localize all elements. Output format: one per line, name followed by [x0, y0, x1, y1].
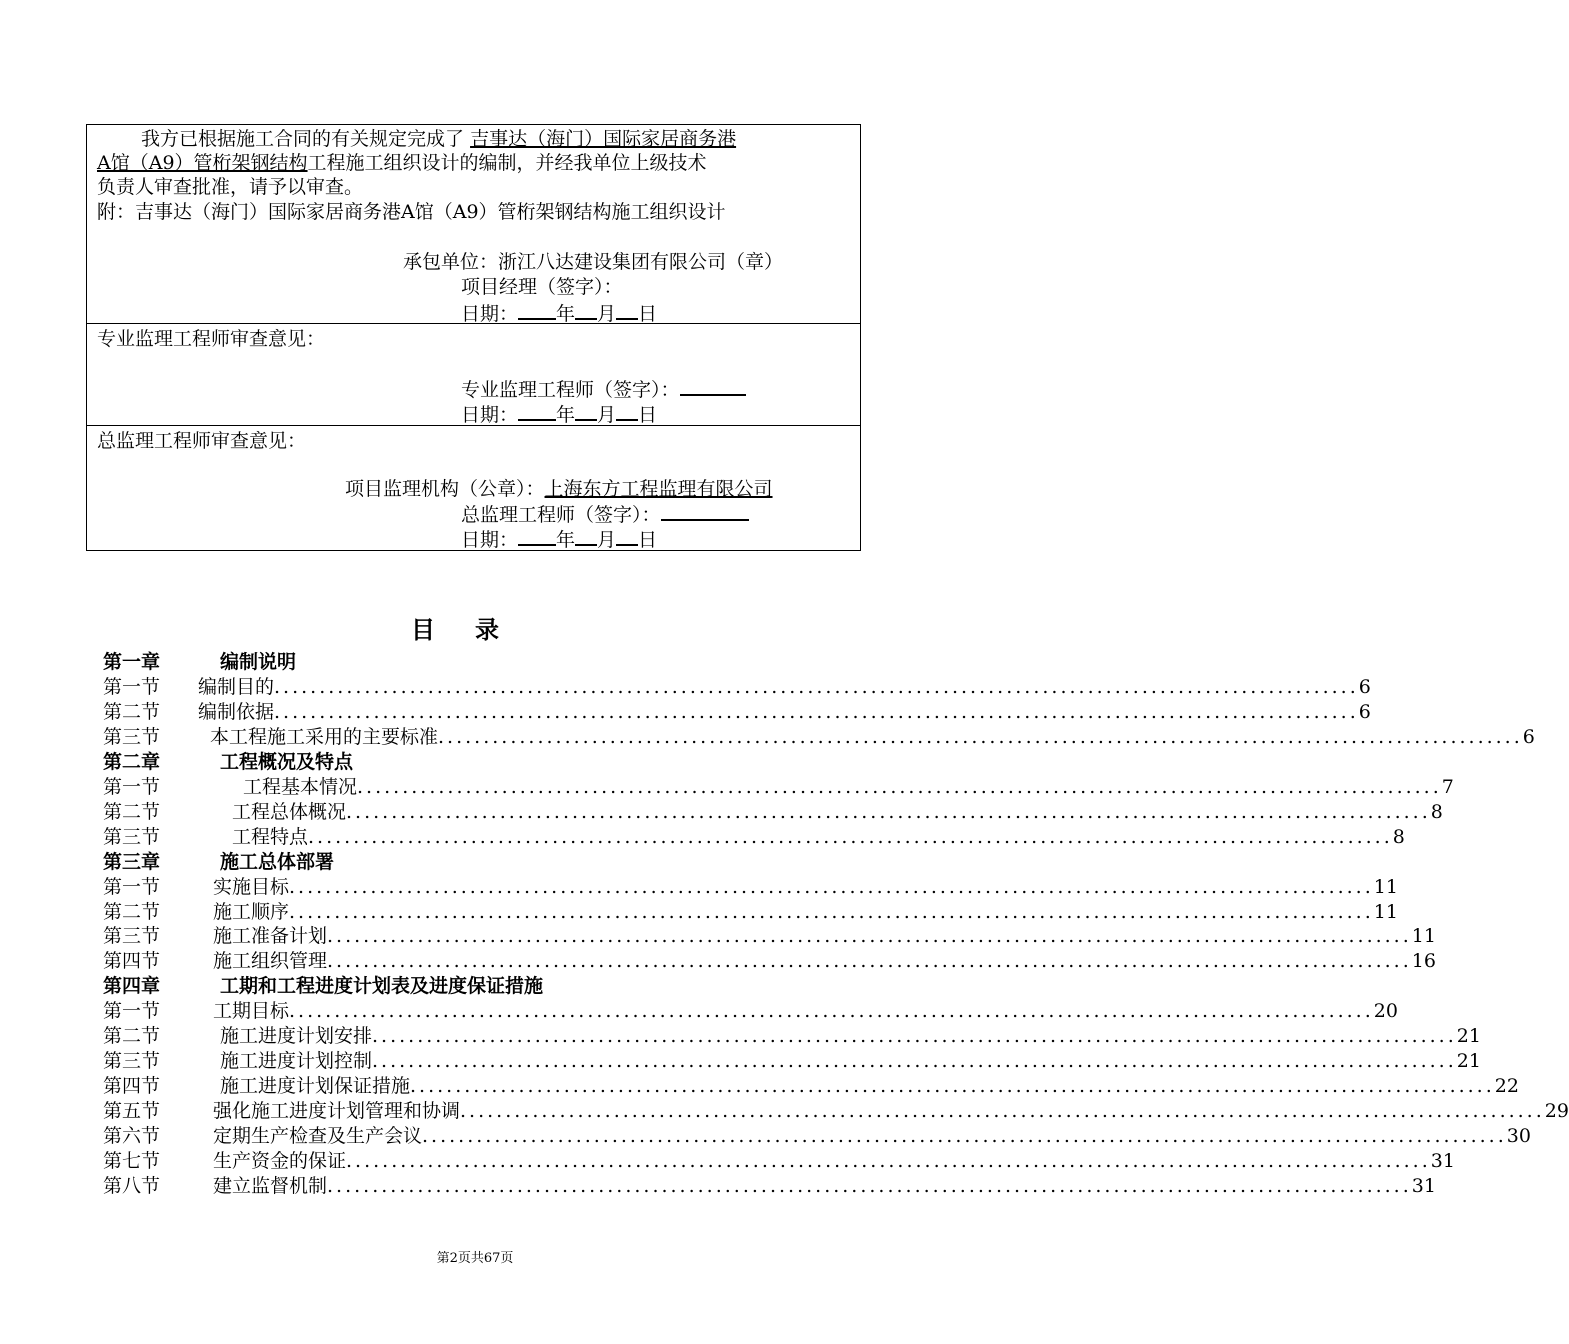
toc-label: 第四节: [103, 1075, 161, 1098]
toc-label: 第四章: [103, 975, 161, 998]
toc-entry-title: 施工准备计划: [213, 925, 328, 948]
toc-entry-title: 定期生产检查及生产会议: [213, 1125, 423, 1148]
page-footer: 第2页共67页: [436, 1251, 514, 1266]
toc-leader-dots: ........................................................................................................................: [274, 700, 1359, 723]
toc-leader-dots: ........................................................................................................................: [346, 1150, 1431, 1172]
toc-entry-title: 编制依据: [198, 700, 275, 723]
toc-entry-title: 生产资金的保证: [213, 1150, 347, 1172]
toc-page-number: 8: [1392, 825, 1405, 848]
toc-label: 第三节: [103, 925, 161, 948]
toc-label: 第四节: [103, 950, 161, 973]
toc-entry-title: 建立监督机制: [213, 1174, 328, 1197]
toc-leader-dots: ........................................................................................................................: [346, 800, 1431, 823]
toc-page-number: 11: [1373, 875, 1398, 898]
specialist-review-section: [86, 323, 861, 426]
toc-entry-title: 工期目标: [213, 1000, 290, 1023]
toc-page-number: 21: [1456, 1050, 1481, 1073]
toc-entry-title: 强化施工进度计划管理和协调: [213, 1100, 461, 1123]
toc-entry-title: 工程特点: [232, 825, 309, 848]
toc-label: 第三节: [103, 725, 161, 748]
toc-page-number: 7: [1441, 775, 1454, 798]
toc-label: 第一节: [103, 1000, 161, 1023]
toc-entry-title: 施工进度计划控制: [220, 1050, 373, 1073]
toc-leader-dots: ........................................................................................................................: [327, 950, 1412, 973]
toc-leader-dots: ........................................................................................................................: [327, 1174, 1412, 1197]
chief-review-title: 总监理工程师审查意见：: [97, 430, 307, 452]
toc-page-number: 6: [1358, 700, 1371, 723]
toc-label: 第八节: [103, 1174, 161, 1197]
toc-page-number: 8: [1430, 800, 1443, 823]
toc-leader-dots: ........................................................................................................................: [357, 775, 1442, 798]
toc-leader-dots: ........................................................................................................................: [438, 725, 1523, 748]
toc-entry-title: 施工顺序: [213, 900, 290, 923]
toc-page-number: 22: [1494, 1075, 1519, 1098]
chief-review-section: [86, 425, 861, 551]
toc-label: 第六节: [103, 1125, 161, 1148]
toc-page-number: 29: [1544, 1100, 1569, 1123]
toc-page-number: 11: [1373, 900, 1398, 923]
pm-date: 日期： 年 月 日: [461, 300, 657, 326]
toc-page-number: 31: [1430, 1150, 1455, 1172]
toc-chapter-title: 施工总体部署: [220, 850, 335, 873]
toc-label: 第三节: [103, 825, 161, 848]
toc-entry-title: 编制目的: [198, 675, 275, 698]
toc-chapter-title: 工程概况及特点: [220, 750, 354, 773]
supervision-agency: 项目监理机构（公章）：上海东方工程监理有限公司: [345, 478, 773, 500]
toc-leader-dots: ........................................................................................................................: [289, 900, 1374, 923]
toc-label: 第七节: [103, 1150, 161, 1172]
toc-page-number: 16: [1411, 950, 1436, 973]
specialist-review-title: 专业监理工程师审查意见：: [97, 328, 326, 350]
toc-label: 第二节: [103, 1025, 161, 1048]
toc-page-number: 31: [1411, 1174, 1436, 1197]
toc-leader-dots: ........................................................................................................................: [327, 925, 1412, 948]
declaration-line-2: A馆（A9）管桁架钢结构工程施工组织设计的编制，并经我单位上级技术: [97, 152, 707, 174]
toc-label: 第一节: [103, 875, 161, 898]
chief-signature: 总监理工程师（签字）：: [461, 501, 749, 527]
toc-label: 第一章: [103, 651, 161, 673]
toc-page-number: 6: [1522, 725, 1535, 748]
specialist-date: 日期： 年 月 日: [461, 401, 657, 427]
toc-leader-dots: ........................................................................................................................: [274, 675, 1359, 698]
toc-label: 第五节: [103, 1100, 161, 1123]
toc-label: 第三节: [103, 1050, 161, 1073]
toc-label: 第二章: [103, 750, 161, 773]
toc-leader-dots: ........................................................................................................................: [460, 1100, 1545, 1123]
attachment-line: 附：吉事达（海门）国际家居商务港A馆（A9）管桁架钢结构施工组织设计: [97, 201, 726, 223]
toc-label: 第一节: [103, 675, 161, 698]
toc-entry-title: 施工进度计划安排: [220, 1025, 373, 1048]
toc-label: 第一节: [103, 775, 161, 798]
toc-label: 第二节: [103, 900, 161, 923]
contractor-name: 承包单位：浙江八达建设集团有限公司（章）: [403, 251, 784, 273]
toc-label: 第二节: [103, 800, 161, 823]
toc-label: 第二节: [103, 700, 161, 723]
toc-entry-title: 实施目标: [213, 875, 290, 898]
toc-label: 第三章: [103, 850, 161, 873]
toc-entry-title: 本工程施工采用的主要标准: [210, 725, 439, 748]
toc-page-number: 30: [1506, 1125, 1531, 1148]
pm-signature-label: 项目经理（签字）：: [461, 276, 623, 298]
toc-entry-title: 施工组织管理: [213, 950, 328, 973]
toc-page-number: 20: [1373, 1000, 1398, 1023]
toc-leader-dots: ........................................................................................................................: [289, 1000, 1374, 1023]
toc-page-number: 11: [1411, 925, 1436, 948]
toc-page-number: 6: [1358, 675, 1371, 698]
toc-entry-title: 工程总体概况: [232, 800, 347, 823]
toc-leader-dots: ........................................................................................................................: [372, 1025, 1457, 1048]
toc-leader-dots: ........................................................................................................................: [372, 1050, 1457, 1073]
toc-leader-dots: ........................................................................................................................: [289, 875, 1374, 898]
toc-page-number: 21: [1456, 1025, 1481, 1048]
declaration-line-3: 负责人审查批准，请予以审查。: [97, 176, 364, 198]
toc-entry-title: 施工进度计划保证措施: [220, 1075, 411, 1098]
chief-date: 日期： 年 月 日: [461, 526, 657, 552]
toc-leader-dots: ........................................................................................................................: [308, 825, 1393, 848]
toc-leader-dots: ........................................................................................................................: [422, 1125, 1507, 1148]
toc-entry-title: 工程基本情况: [243, 775, 358, 798]
contractor-section: [86, 124, 861, 324]
specialist-signature: 专业监理工程师（签字）：: [461, 376, 746, 402]
toc-chapter-title: 工期和工程进度计划表及进度保证措施: [220, 975, 544, 998]
toc-leader-dots: ........................................................................................................................: [410, 1075, 1495, 1098]
declaration-line-1: 我方已根据施工合同的有关规定完成了 吉事达（海门）国际家居商务港: [141, 128, 737, 150]
toc-chapter-title: 编制说明: [220, 651, 297, 673]
toc-title: 目录: [411, 615, 539, 644]
